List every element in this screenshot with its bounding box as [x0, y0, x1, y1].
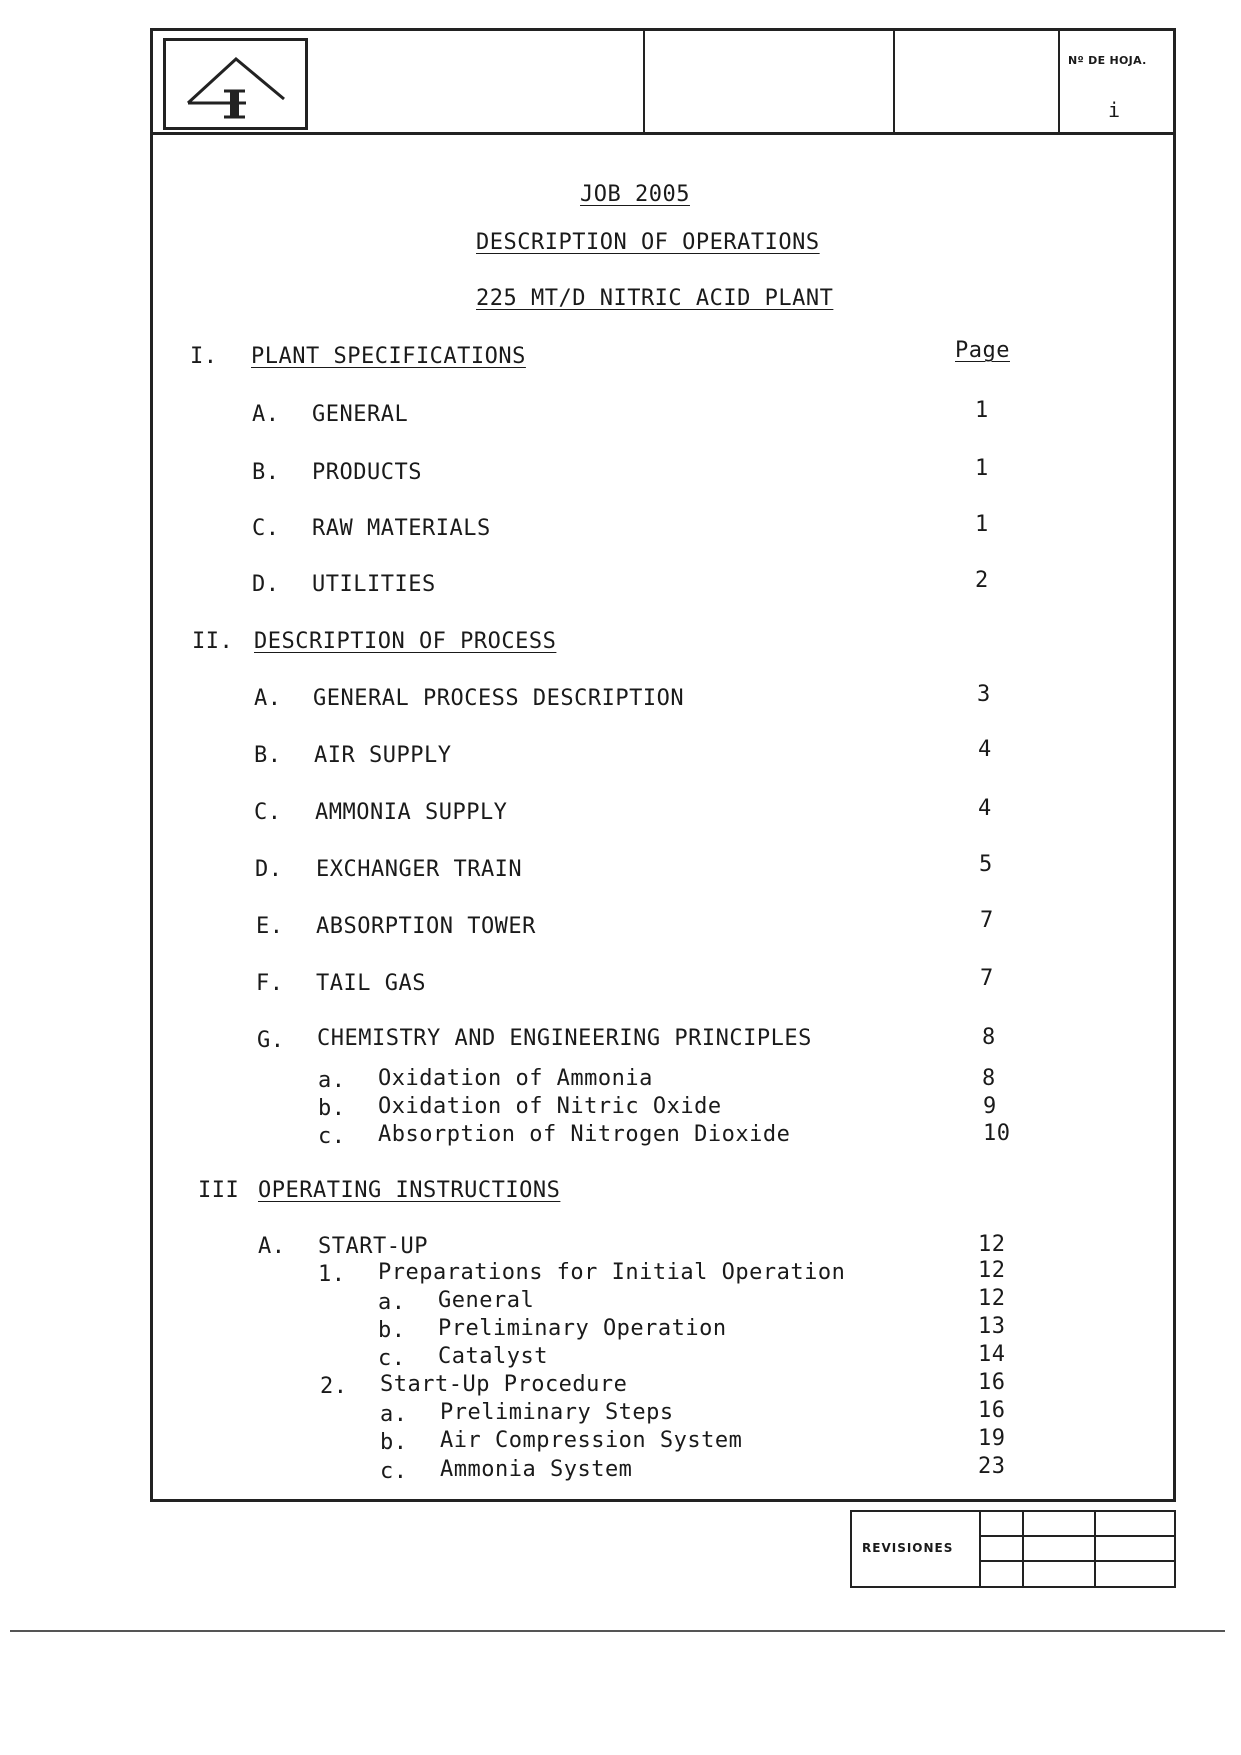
- toc-entry-general-process: GENERAL PROCESS DESCRIPTION: [313, 686, 685, 711]
- company-logo: [163, 38, 308, 130]
- revisions-label: REVISIONES: [862, 1541, 954, 1555]
- revisions-row-divider: [980, 1535, 1176, 1537]
- header-divider: [893, 28, 895, 134]
- page-number: 13: [978, 1314, 1006, 1339]
- toc-entry-products: PRODUCTS: [312, 460, 422, 485]
- section-numeral: I.: [190, 344, 218, 369]
- toc-subentry-catalyst: Catalyst: [438, 1344, 548, 1369]
- item-letter: C.: [252, 516, 280, 541]
- item-letter: B.: [254, 743, 282, 768]
- page-number: 4: [978, 737, 992, 762]
- toc-entry-air-supply: AIR SUPPLY: [314, 743, 452, 768]
- revisions-divider: [1094, 1510, 1096, 1588]
- page-number: 19: [978, 1426, 1006, 1451]
- page-number: 5: [979, 852, 993, 877]
- page-number: 4: [978, 796, 992, 821]
- subitem-letter: b.: [378, 1318, 406, 1343]
- header-separator: [150, 132, 1176, 135]
- page-number: 3: [977, 682, 991, 707]
- page-number: 1: [975, 512, 989, 537]
- item-letter: D.: [255, 857, 283, 882]
- item-letter: A.: [258, 1234, 286, 1259]
- sheet-label: Nº DE HOJA.: [1068, 54, 1147, 67]
- item-letter: A.: [252, 402, 280, 427]
- page-number: 16: [978, 1370, 1006, 1395]
- toc-entry-exchanger-train: EXCHANGER TRAIN: [316, 857, 523, 882]
- subitem-letter: b.: [318, 1096, 346, 1121]
- sheet-number: i: [1108, 98, 1121, 122]
- page-column-heading: Page: [955, 338, 1010, 363]
- toc-entry-utilities: UTILITIES: [312, 572, 436, 597]
- item-letter: D.: [252, 572, 280, 597]
- revisions-row-divider: [980, 1560, 1176, 1562]
- subitem-letter: c.: [318, 1124, 346, 1149]
- item-letter: G.: [257, 1028, 285, 1053]
- page-number: 12: [978, 1286, 1006, 1311]
- page-number: 12: [978, 1232, 1006, 1257]
- revisions-divider: [979, 1510, 981, 1588]
- toc-subentry-oxidation-ammonia: Oxidation of Ammonia: [378, 1066, 653, 1091]
- section-title: PLANT SPECIFICATIONS: [251, 344, 526, 369]
- page-number: 2: [975, 568, 989, 593]
- toc-entry-preparations: Preparations for Initial Operation: [378, 1260, 846, 1285]
- page-number: 1: [975, 398, 989, 423]
- subitem-letter: c.: [380, 1459, 408, 1484]
- subitem-letter: a.: [318, 1068, 346, 1093]
- page-number: 9: [983, 1094, 997, 1119]
- toc-subentry-oxidation-nitric: Oxidation of Nitric Oxide: [378, 1094, 722, 1119]
- toc-entry-tail-gas: TAIL GAS: [316, 971, 426, 996]
- item-letter: A.: [254, 686, 282, 711]
- item-number: 1.: [318, 1262, 346, 1287]
- section-title: DESCRIPTION OF PROCESS: [254, 629, 557, 654]
- subitem-letter: a.: [378, 1290, 406, 1315]
- item-letter: E.: [256, 914, 284, 939]
- item-letter: C.: [254, 800, 282, 825]
- toc-entry-raw-materials: RAW MATERIALS: [312, 516, 491, 541]
- toc-subentry-absorption: Absorption of Nitrogen Dioxide: [378, 1122, 791, 1147]
- page-number: 1: [975, 456, 989, 481]
- page-number: 10: [983, 1121, 1011, 1146]
- page-number: 14: [978, 1342, 1006, 1367]
- toc-entry-start-up-procedure: Start-Up Procedure: [380, 1372, 628, 1397]
- revisions-divider: [1022, 1510, 1024, 1588]
- page-number: 7: [980, 908, 994, 933]
- logo-triangle-icon: [166, 41, 305, 127]
- subitem-letter: c.: [378, 1346, 406, 1371]
- plant-title: 225 MT/D NITRIC ACID PLANT: [476, 286, 834, 311]
- toc-entry-chemistry: CHEMISTRY AND ENGINEERING PRINCIPLES: [317, 1026, 812, 1051]
- toc-subentry-general: General: [438, 1288, 535, 1313]
- item-letter: B.: [252, 460, 280, 485]
- toc-subentry-air-compression: Air Compression System: [440, 1428, 743, 1453]
- page-number: 8: [982, 1066, 996, 1091]
- document-title: DESCRIPTION OF OPERATIONS: [476, 230, 820, 255]
- page-number: 7: [980, 966, 994, 991]
- section-numeral: II.: [192, 629, 234, 654]
- toc-entry-start-up: START-UP: [318, 1234, 428, 1259]
- section-title: OPERATING INSTRUCTIONS: [258, 1178, 561, 1203]
- subitem-letter: a.: [380, 1402, 408, 1427]
- toc-subentry-preliminary-steps: Preliminary Steps: [440, 1400, 674, 1425]
- toc-subentry-ammonia-system: Ammonia System: [440, 1457, 633, 1482]
- page-number: 23: [978, 1454, 1006, 1479]
- header-divider: [1058, 28, 1060, 134]
- page-number: 12: [978, 1258, 1006, 1283]
- page-number: 8: [982, 1025, 996, 1050]
- bottom-rule: [10, 1630, 1225, 1632]
- job-title: JOB 2005: [580, 182, 690, 207]
- item-letter: F.: [256, 971, 284, 996]
- section-numeral: III: [198, 1178, 240, 1203]
- page-number: 16: [978, 1398, 1006, 1423]
- toc-entry-general: GENERAL: [312, 402, 409, 427]
- header-divider: [643, 28, 645, 134]
- subitem-letter: b.: [380, 1430, 408, 1455]
- toc-subentry-preliminary-operation: Preliminary Operation: [438, 1316, 727, 1341]
- toc-entry-ammonia-supply: AMMONIA SUPPLY: [315, 800, 508, 825]
- item-number: 2.: [320, 1374, 348, 1399]
- toc-entry-absorption-tower: ABSORPTION TOWER: [316, 914, 536, 939]
